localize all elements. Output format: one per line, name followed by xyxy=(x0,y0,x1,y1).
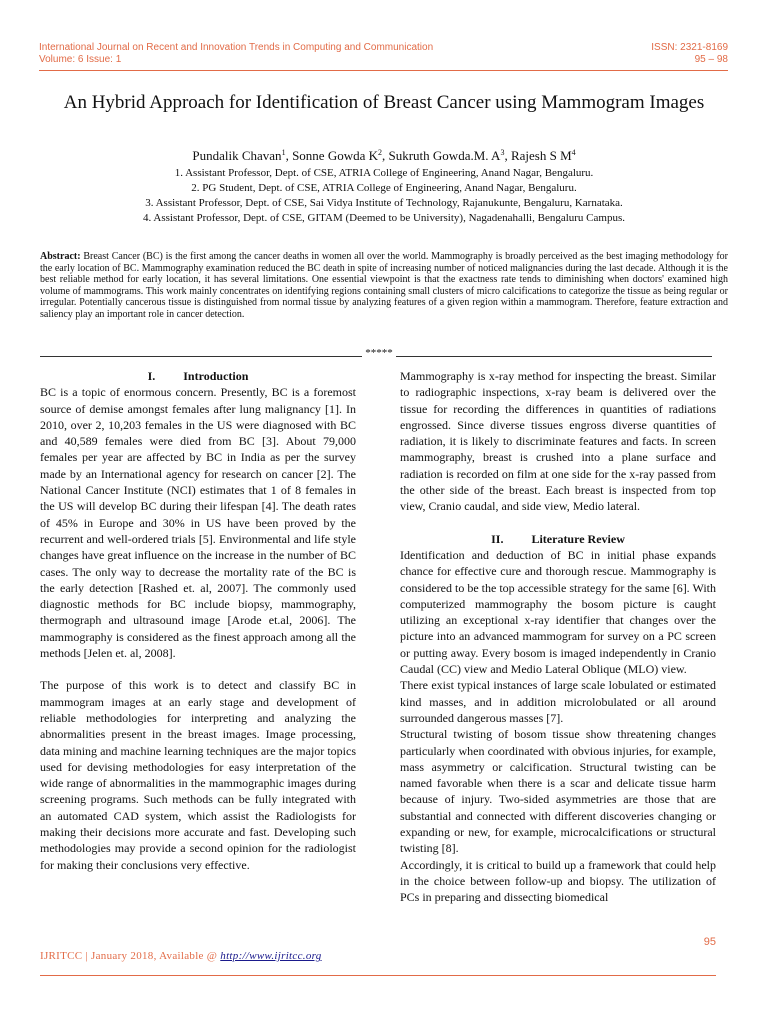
paragraph: Identification and deduction of BC in initial phase expands chance for effective cure and thorough rescue. Mammography is considered to be the top accessible strategy for the same [6]. With computerized mammography the bosom picture is caught utilizing an exceptional x-ray identifier that changes over the picture into an advanced mammogram for survey on a PC screen or putting away. Every bosom is imaged independently in Cranio Caudal (CC) view and Medio Lateral Oblique (MLO) view. xyxy=(400,547,716,677)
abstract-label: Abstract: xyxy=(40,251,81,262)
author-list xyxy=(40,148,728,163)
separator-line-left xyxy=(40,356,362,357)
footer xyxy=(40,950,322,962)
paragraph: Accordingly, it is critical to build up a framework that could help in the choice between follow-up and biopsy. The utilization of PCs in preparing and dissecting biomedical xyxy=(400,857,716,905)
section-number: I. xyxy=(147,369,156,383)
journal-name: International Journal on Recent and Innovation Trends in Computing and Communication xyxy=(39,42,434,53)
section-title: Introduction xyxy=(183,369,249,383)
paragraph: The purpose of this work is to detect and classify BC in mammogram images at an early stage and development of reliable methodologies for interpreting and analyzing the abnormalities present in the breast images. Image processing, data mining and machine learning techniques are the major topics used for devising methodologies for easy interpretation of the wide range of abnormalities in the mammographic images during screening programs. Such methods can be fully integrated with an automated CAD system, which assist the Radiologists for making their decisions more accurate and fast. Developing such methodologies may provide a second opinion for the radiologist for making their conclusions very effective. xyxy=(40,678,356,872)
right-column xyxy=(400,368,716,906)
author-name: Sonne Gowda K xyxy=(292,148,378,163)
paragraph: There exist typical instances of large scale lobulated or estimated kind masses, and in addition microlobulated or all around surrounded dangerous masses [7]. xyxy=(400,678,716,725)
section-title: Literature Review xyxy=(531,531,625,546)
affiliations xyxy=(40,166,728,226)
left-column xyxy=(40,368,356,873)
paragraph: BC is a topic of enormous concern. Presently, BC is a foremost source of demise amongst females after lung malignancy [1]. In 2010, over 2, 10,203 females in the US were diagnosed with BC and 40,589 females were died from BC [3]. About 79,000 females per year are affected by BC in India as per the survey made by an International agency for research on cancer [2]. The National Cancer Institute (NCI) estimates that 1 of 8 females in the US will develop BC during their lifespan [4]. The death rates of 45% in Europe and 30% in US have been proved by the recurrent and well-ordered trials [5]. Environmental and life style changes have great influence on the increase in the number of BC cases. The only way to decrease the mortality rate of the BC is the early detection [Rashed et. al, 2007]. The commonly used diagnostic methods for BC include biopsy, mammography, thermograph and ultrasound image [Arode et.al, 2006]. The mammography is considered as the finest approach among all the methods [Jelen et. al, 2008]. xyxy=(40,385,356,661)
author-sep: , xyxy=(285,148,293,163)
author-sup: 4 xyxy=(571,148,576,157)
paragraph: Structural twisting of bosom tissue show threatening changes particularly when coordinated with obvious injuries, for example, mass asymmetry or calcification. Structural twisting can be named favorable when there is a scar and delicate tissue harm because of injury. Two-sided asymmetries are those that are substantial and connected with different discoveries changing or expanding or new, for example, microcalcifications or structural twisting [8]. xyxy=(400,727,716,856)
abstract-text: Breast Cancer (BC) is the first among the cancer deaths in women all over the world. Mammography is broadly perceived as the best imaging methodology for the early location of BC. Mammography examination reduced the BC death in spite of increasing number of noticed malignancies during the last decade. Although it is the best reliable method for early location, it has several limitations. One essential viewpoint is that the exactness rate tends to diminishing when doctors' examined high volume of mammograms. This work mainly concentrates on identifying regions containing small clusters of micro calcifications to categorize the tissue as being regular or irregular. Potentially cancerous tissue is distinguished from normal tissue by analyzing features of a given region within a mammogram. Therefore, feature extraction and saliency play an important role in cancer detection. xyxy=(40,251,729,320)
author-sep: , xyxy=(504,148,511,163)
paper-title: An Hybrid Approach for Identification of Breast Cancer using Mammogram Images xyxy=(63,92,705,113)
affiliation: 3. Assistant Professor, Dept. of CSE, Sai Vidya Institute of Technology, Rajanukunte, Bengaluru, Karnataka. xyxy=(145,197,623,209)
journal-header xyxy=(39,42,728,66)
affiliation: 1. Assistant Professor, Dept. of CSE, ATRIA College of Engineering, Anand Nagar, Bengaluru. xyxy=(174,167,594,179)
author-sup: 1 xyxy=(281,148,286,157)
affiliation: 4. Assistant Professor, Dept. of CSE, GITAM (Deemed to be University), Nagadenahalli, Bengaluru Campus. xyxy=(143,212,625,224)
footer-link[interactable]: http://www.ijritcc.org xyxy=(220,950,322,962)
author-sup: 3 xyxy=(500,148,505,157)
paragraph: Mammography is x-ray method for inspecting the breast. Similar to radiographic inspections, x-ray beam is delivered over the tissue for recording the differences in quantities of radiations engrossed. Since diverse tissues engross diverse quantities of radiation, it is likely to discriminate features and facts. In screen mammography, breast is crushed into a plane surface and radiation is recorded on film at one side for the x-ray passed from the other side of the breast. Each breast is inspected from top view, Cranio caudal, and side view, Medio lateral. xyxy=(400,369,716,514)
section-heading-introduction xyxy=(40,368,356,384)
footer-text: IJRITCC | January 2018, Available @ xyxy=(40,950,221,962)
page-number: 95 xyxy=(703,936,716,948)
section-heading-literature-review xyxy=(400,531,716,547)
author-name: Rajesh S M xyxy=(510,148,572,163)
author-name: Sukruth Gowda.M. A xyxy=(388,148,501,163)
section-separator xyxy=(40,346,712,360)
author-sup: 2 xyxy=(378,148,382,157)
author-sep: , xyxy=(382,148,389,163)
separator-line-right xyxy=(396,356,712,357)
affiliation: 2. PG Student, Dept. of CSE, ATRIA College of Engineering, Anand Nagar, Bengaluru. xyxy=(191,182,577,194)
page-range: 95 – 98 xyxy=(694,54,728,65)
footer-rule xyxy=(40,975,716,976)
separator-stars: ***** xyxy=(365,347,393,359)
header-rule xyxy=(39,70,728,71)
issn: ISSN: 2321-8169 xyxy=(651,42,728,53)
abstract xyxy=(40,251,728,320)
section-number: II. xyxy=(491,531,504,546)
volume-issue: Volume: 6 Issue: 1 xyxy=(39,54,122,65)
author-name: Pundalik Chavan xyxy=(192,148,282,163)
